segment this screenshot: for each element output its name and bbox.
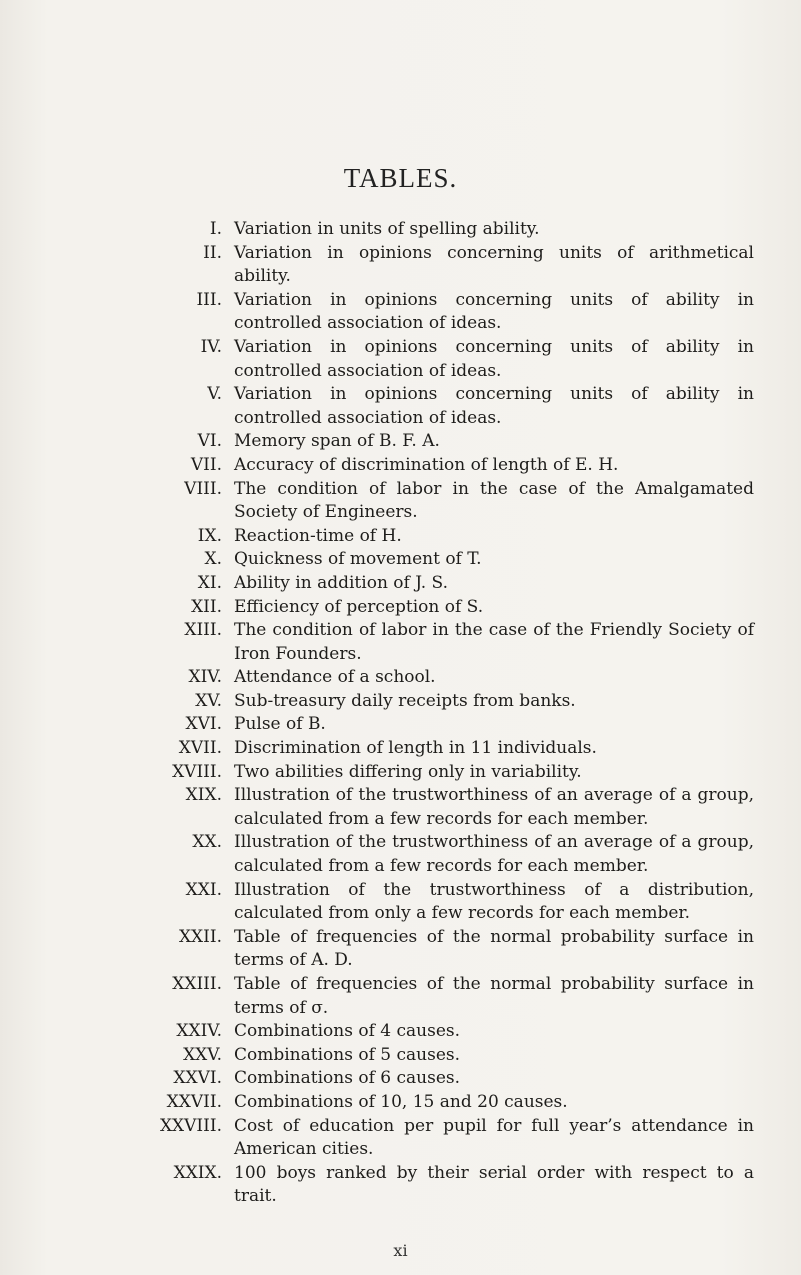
table-entry-title: Table of frequencies of the normal probability surface in terms of A. D. [234,926,754,971]
table-entry [0,713,801,737]
page-number: xi [393,1241,408,1260]
table-entry-title: The condition of labor in the case of the Amalgamated Society of Engineers. [234,478,754,523]
table-entry [0,737,801,761]
table-entry [0,1020,801,1044]
table-entry-title: 100 boys ranked by their serial order with respect to a trait. [234,1162,754,1207]
table-entry [0,572,801,596]
table-entry-title: Variation in units of spelling ability. [234,219,540,239]
table-entry-number: X. [204,549,222,570]
table-entry-number: XVIII. [172,761,222,782]
table-entry-title: Combinations of 5 causes. [234,1044,461,1065]
table-entry-number: XXV. [183,1044,222,1065]
table-entry-number: XIX. [185,785,222,806]
table-entry-number: XXVII. [166,1091,222,1112]
table-entry-title: Combinations of 10, 15 and 20 causes. [234,1091,568,1112]
table-entry-number: IX. [197,525,222,546]
table-entry-number: XXI. [185,879,222,900]
table-entry-title: Two abilities differing only in variability. [234,761,582,782]
table-entry-title: Attendance of a school. [234,667,436,688]
table-entry-number: XXII. [178,926,222,947]
table-entry-title: Quickness of movement of T. [234,549,482,570]
tables-list [0,218,801,1209]
table-entry [0,1044,801,1068]
table-entry-number: XVI. [185,714,222,735]
table-entry-title: Combinations of 4 causes. [234,1021,461,1042]
table-entry-title: Reaction-time of H. [234,525,402,546]
table-entry-number: XI. [197,572,222,593]
table-entry-title: Variation in opinions concerning units of ability in controlled association of ideas. [234,289,754,334]
table-entry-number: XXIII. [172,974,222,994]
table-entry [0,430,801,454]
table-entry [0,454,801,478]
table-entry-number: I. [209,219,222,239]
table-entry-number: XXVIII. [159,1115,222,1136]
table-entry-number: VIII. [184,478,222,499]
table-entry [0,666,801,690]
table-entry [0,1162,801,1209]
table-entry-number: II. [203,242,222,263]
table-entry [0,218,801,242]
table-entry-title: Illustration of the trustworthiness of an average of a group, calculated from a few records for each member. [234,785,754,829]
table-entry [0,242,801,289]
table-entry [0,478,801,525]
table-entry-title: Discrimination of length in 11 individuals. [234,738,597,759]
table-entry-number: IV. [200,336,222,357]
table-entry-title: The condition of labor in the case of the Friendly Society of Iron Founders. [234,620,754,664]
table-entry-title: Memory span of B. F. A. [234,431,440,452]
table-entry [0,831,801,878]
page-title: TABLES. [343,163,458,193]
table-entry-number: XX. [192,832,222,853]
table-entry-number: XXIX. [173,1162,222,1183]
table-entry [0,289,801,336]
table-entry-title: Variation in opinions concerning units of ability in controlled association of ideas. [234,384,754,428]
table-entry-title: Ability in addition of J. S. [234,572,448,593]
table-entry-number: VII. [190,454,222,475]
table-entry-title: Illustration of the trustworthiness of a distribution, calculated from only a few records for each member. [234,879,754,924]
table-entry [0,761,801,785]
table-entry-number: XV. [195,690,222,711]
table-entry [0,690,801,714]
table-entry-number: III. [196,289,222,310]
table-entry-number: XIV. [188,667,222,688]
table-entry-number: VI. [197,431,222,452]
table-entry [0,879,801,926]
table-entry-number: V. [207,384,222,405]
table-entry-title: Accuracy of discrimination of length of E. H. [234,454,619,475]
table-entry [0,548,801,572]
table-entry-title: Pulse of B. [234,714,326,735]
table-entry-title: Combinations of 6 causes. [234,1068,461,1089]
table-entry-title: Illustration of the trustworthiness of an average of a group, calculated from a few records for each member. [234,832,754,877]
table-entry-title: Variation in opinions concerning units of arithmetical ability. [234,242,754,287]
table-entry-title: Variation in opinions concerning units of ability in controlled association of ideas. [234,336,754,381]
table-entry-number: XXIV. [176,1021,222,1042]
table-entry [0,926,801,973]
table-entry [0,525,801,549]
table-entry [0,383,801,430]
table-entry [0,1115,801,1162]
table-entry [0,336,801,383]
table-entry-title: Sub-treasury daily receipts from banks. [234,690,576,711]
table-entry [0,784,801,831]
table-entry [0,973,801,1020]
table-entry [0,1067,801,1091]
table-entry-number: XII. [191,596,222,617]
table-entry-title: Efficiency of perception of S. [234,596,484,617]
table-entry-title: Cost of education per pupil for full year’s attendance in American cities. [234,1115,754,1160]
table-entry-title: Table of frequencies of the normal probability surface in terms of σ. [234,974,754,1018]
table-entry [0,596,801,620]
table-entry-number: XXVI. [173,1068,222,1089]
table-entry [0,1091,801,1115]
table-entry [0,619,801,666]
table-entry-number: XVII. [178,738,222,759]
table-entry-number: XIII. [184,620,222,641]
